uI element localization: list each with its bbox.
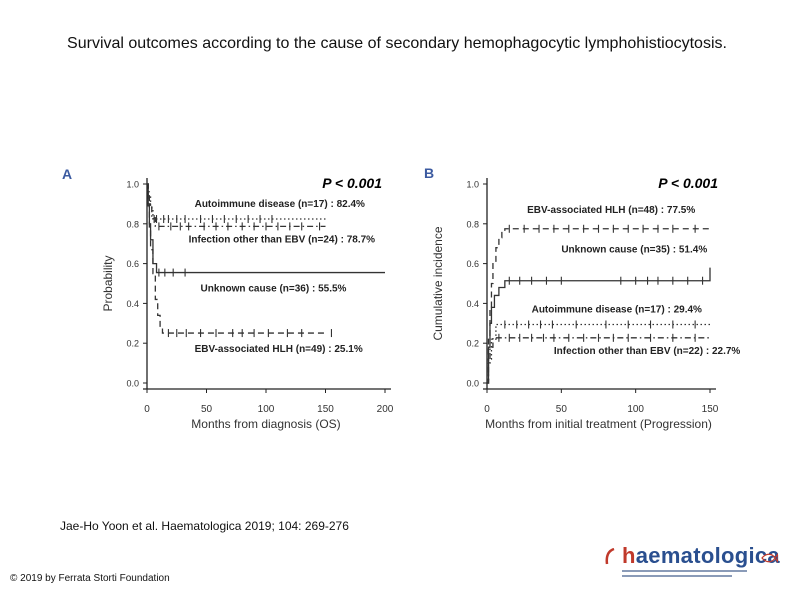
x-tick-label: 150: [317, 404, 334, 415]
x-tick-label: 50: [555, 404, 567, 415]
haematologica-logo: [604, 544, 779, 580]
logo-h: h: [622, 543, 636, 568]
series-label: Infection other than EBV (n=24) : 78.7%: [188, 234, 376, 246]
logo-subtitle-line: [622, 570, 747, 572]
y-axis-label: Probability: [101, 255, 115, 312]
y-tick-label: 0.6: [126, 259, 139, 270]
y-tick-label: 0.2: [126, 338, 139, 349]
p-value: P < 0.001: [658, 175, 718, 191]
x-tick-label: 0: [144, 404, 150, 415]
series-label: Unknown cause (n=36) : 55.5%: [200, 283, 347, 295]
logo-subtitle-line: [622, 575, 732, 577]
x-tick-label: 200: [376, 404, 394, 415]
slide-title: Survival outcomes according to the cause of secondary hemophagocytic lymphohistiocytosis.: [67, 35, 727, 52]
copyright-notice: © 2019 by Ferrata Storti Foundation: [10, 573, 170, 584]
x-axis-label: Months from initial treatment (Progression): [485, 417, 712, 431]
x-tick-label: 150: [701, 404, 719, 415]
series-label: EBV-associated HLH (n=49) : 25.1%: [194, 344, 363, 356]
series-label: EBV-associated HLH (n=48) : 77.5%: [527, 204, 696, 216]
series-label: Autoimmune disease (n=17) : 29.4%: [531, 304, 702, 316]
panel-letter: A: [62, 166, 73, 182]
citation: Jae-Ho Yoon et al. Haematologica 2019; 104: 269-276: [60, 519, 349, 533]
fish-emblem-icon: [760, 552, 778, 564]
x-tick-label: 100: [257, 404, 275, 415]
y-tick-label: 0.6: [466, 259, 479, 270]
panel-a: [62, 166, 394, 431]
p-value: P < 0.001: [322, 175, 382, 191]
panel-b: [424, 165, 740, 431]
series-label: Unknown cause (n=35) : 51.4%: [561, 244, 708, 256]
y-tick-label: 1.0: [126, 179, 139, 190]
series-line: [487, 338, 710, 383]
y-tick-label: 0.4: [466, 298, 479, 309]
y-tick-label: 1.0: [466, 179, 479, 190]
panel-letter: B: [424, 165, 435, 181]
y-tick-label: 0.8: [466, 219, 479, 230]
series-label: Infection other than EBV (n=22) : 22.7%: [553, 346, 741, 358]
logo-wordmark: [622, 543, 780, 569]
y-tick-label: 0.4: [126, 298, 139, 309]
y-tick-label: 0.2: [466, 338, 479, 349]
y-tick-label: 0.8: [126, 219, 139, 230]
y-axis-label: Cumulative incidence: [431, 226, 445, 341]
x-tick-label: 0: [484, 404, 490, 415]
x-tick-label: 50: [200, 404, 213, 415]
y-tick-label: 0.0: [466, 378, 479, 389]
logo-rest: aematologica: [635, 543, 780, 568]
y-tick-label: 0.0: [126, 378, 139, 389]
x-axis-label: Months from diagnosis (OS): [191, 417, 341, 431]
x-tick-label: 100: [627, 404, 645, 415]
series-line: [487, 268, 710, 383]
series-label: Autoimmune disease (n=17) : 82.4%: [194, 198, 365, 210]
journal-mark-icon: [604, 548, 618, 566]
